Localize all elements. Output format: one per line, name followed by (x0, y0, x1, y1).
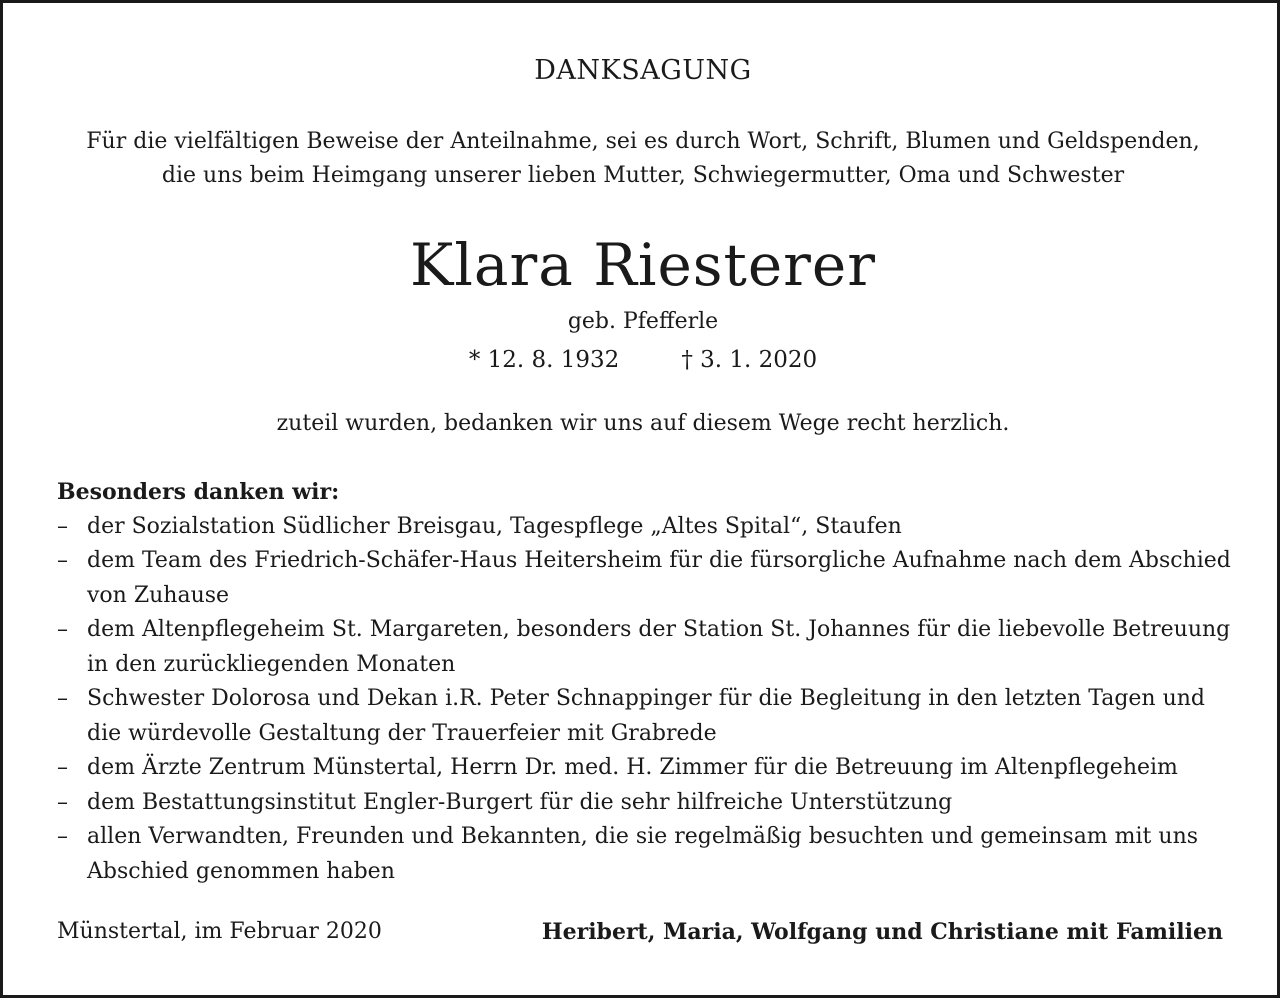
signatories: Heribert, Maria, Wolfgang und Christiane mit Familien (541, 919, 1223, 945)
place-and-date: Münstertal, im Februar 2020 (57, 919, 382, 944)
list-item: – dem Bestattungsinstitut Engler-Burgert für die sehr hilfreiche Unterstützung (57, 786, 1237, 821)
deceased-name: Klara Riesterer (410, 231, 876, 299)
intro-text (3, 125, 1280, 193)
list-item: – dem Team des Friedrich-Schäfer-Haus Heitersheim für die fürsorgliche Aufnahme nach dem Abschied von Zuhause (57, 544, 1237, 613)
special-thanks-list (57, 510, 1237, 890)
list-item: – dem Altenpflegeheim St. Margareten, besonders der Station St. Johannes für die liebevolle Betreuung in den zurückliegenden Monaten (57, 613, 1237, 682)
death-date: † 3. 1. 2020 (681, 347, 818, 373)
thanks-line: zuteil wurden, bedanken wir uns auf diesem Wege recht herzlich. (276, 411, 1010, 436)
special-thanks-section (57, 475, 1237, 889)
list-item: – der Sozialstation Südlicher Breisgau, Tagespflege „Altes Spital“, Staufen (57, 510, 1237, 545)
special-thanks-title: Besonders danken wir: (57, 479, 340, 505)
list-item: – dem Ärzte Zentrum Münstertal, Herrn Dr. med. H. Zimmer für die Betreuung im Altenpflegeheim (57, 751, 1237, 786)
birth-date: * 12. 8. 1932 (468, 347, 620, 373)
list-item: – allen Verwandten, Freunden und Bekannten, die sie regelmäßig besuchten und gemeinsam mit uns Abschied genommen haben (57, 820, 1237, 889)
list-item: – Schwester Dolorosa und Dekan i.R. Peter Schnappinger für die Begleitung in den letzten Tagen und die würdevolle Gestaltung der Trauerfeier mit Grabrede (57, 682, 1237, 751)
notice-heading: DANKSAGUNG (534, 55, 752, 86)
intro-line: die uns beim Heimgang unserer lieben Mutter, Schwiegermutter, Oma und Schwester (161, 163, 1125, 188)
intro-line: Für die vielfältigen Beweise der Anteilnahme, sei es durch Wort, Schrift, Blumen und Geldspenden, (86, 129, 1200, 154)
life-dates (3, 347, 1280, 373)
maiden-name: geb. Pfefferle (567, 309, 719, 334)
